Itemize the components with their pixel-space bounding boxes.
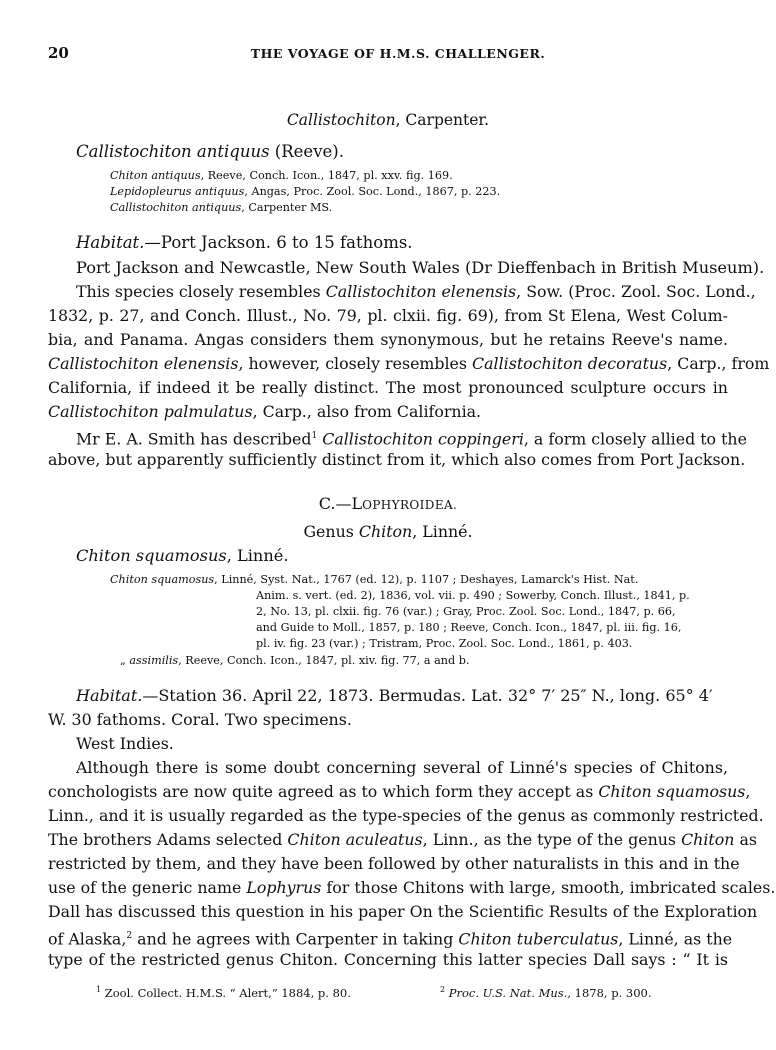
taxon-name: Callistochiton elenensis — [325, 282, 517, 301]
page-number: 20 — [48, 44, 69, 62]
text-run: conchologists are now quite agreed as to which form they accept as — [48, 782, 599, 801]
genus-name: Chiton — [358, 522, 413, 541]
section-heading — [0, 494, 776, 515]
paragraph-line — [48, 926, 733, 949]
paragraph-line — [76, 426, 747, 449]
genus-heading — [0, 522, 776, 542]
footnote-text: , 1878, p. 300. — [567, 985, 652, 1000]
habitat-label: Habitat. — [76, 686, 143, 705]
text-run: , a form closely allied to the — [523, 429, 747, 449]
locality-line: Port Jackson and Newcastle, New South Wales (Dr Dieffenbach in British Museum). — [76, 258, 765, 277]
synonymy-line — [110, 200, 332, 215]
species-heading — [76, 546, 289, 566]
paragraph-line — [76, 282, 756, 302]
synonym-ref: , Reeve, Conch. Icon., 1847, pl. xxv. fig. 169. — [200, 169, 453, 182]
habitat-label: Habitat. — [76, 233, 145, 252]
habitat-line — [76, 233, 413, 253]
paragraph-line: Although there is some doubt concerning several of Linné's species of Chitons, — [76, 758, 728, 777]
paragraph-line — [48, 878, 776, 898]
synonym-ref: , Linné, Syst. Nat., 1767 (ed. 12), p. 1107 ; Deshayes, Lamarck's Hist. Nat. — [214, 573, 639, 586]
species-name: Chiton squamosus — [76, 546, 227, 565]
genus-heading — [0, 110, 776, 130]
paragraph-line: type of the restricted genus Chiton. Concerning this latter species Dall says : “ It is — [48, 950, 728, 969]
synonymy-line: 2, No. 13, pl. clxii. fig. 76 (var.) ; Gray, Proc. Zool. Soc. Lond., 1847, p. 66, — [256, 605, 676, 618]
text-run: , Sow. (Proc. Zool. Soc. Lond., — [516, 282, 756, 301]
paragraph-line — [48, 830, 757, 850]
synonym-ref: , Carpenter MS. — [241, 201, 333, 214]
footnote-mark: 1 — [96, 985, 102, 994]
paragraph-line: above, but apparently sufficiently distinct from it, which also comes from Port Jackson. — [48, 450, 746, 469]
genus-name: Callistochiton — [286, 111, 396, 129]
paragraph-line: California, if indeed it be really distinct. The most pronounced sculpture occurs in — [48, 378, 728, 397]
habitat-text: —Port Jackson. 6 to 15 fathoms. — [144, 233, 413, 252]
footnote-marker: 1 — [311, 431, 318, 441]
synonymy-line: and Guide to Moll., 1857, p. 180 ; Reeve, Conch. Icon., 1847, pl. iii. fig. 16, — [256, 621, 682, 634]
habitat-line: W. 30 fathoms. Coral. Two specimens. — [48, 710, 352, 729]
paragraph-line: bia, and Panama. Angas considers them synonymous, but he retains Reeve's name. — [48, 330, 728, 349]
text-run: as — [734, 830, 757, 849]
taxon-name: Chiton — [681, 830, 735, 849]
synonymy-line: pl. iv. fig. 23 (var.) ; Tristram, Proc. Zool. Soc. Lond., 1861, p. 403. — [256, 637, 633, 650]
paragraph-line: conchologists are now quite agreed as to which form they accept as Chiton squamosus, — [48, 782, 751, 801]
text-run: , Linné, as the — [618, 929, 733, 949]
footnote-text: Zool. Collect. H.M.S. “ Alert,” 1884, p. 80. — [101, 985, 351, 1000]
paragraph-line — [48, 402, 481, 422]
taxon-name: Callistochiton elenensis — [48, 354, 239, 373]
text-run: , Linn., as the type of the genus — [422, 830, 682, 849]
section-initial: L — [351, 494, 363, 513]
synonym-name: Lepidopleurus antiquus — [110, 185, 245, 198]
footnote-mark: 2 — [440, 985, 446, 994]
genus-label: Genus — [303, 522, 359, 541]
species-name: Callistochiton antiquus — [76, 142, 270, 161]
taxon-name: Callistochiton coppingeri — [322, 429, 524, 449]
taxon-name: Chiton squamosus — [598, 782, 746, 801]
running-title: THE VOYAGE OF H.M.S. CHALLENGER. — [250, 46, 546, 61]
text-run: , Carp., also from California. — [252, 402, 482, 421]
paragraph-line — [48, 354, 770, 374]
text-run: The brothers Adams selected — [48, 830, 288, 849]
species-heading — [76, 142, 344, 162]
paragraph-line: Linn., and it is usually regarded as the type-species of the genus as commonly restricted. — [48, 806, 764, 825]
taxon-name: Callistochiton palmulatus — [48, 402, 253, 421]
synonym-ref: , Angas, Proc. Zool. Soc. Lond., 1867, p. 223. — [244, 185, 501, 198]
page-header — [48, 44, 748, 66]
paragraph-line: restricted by them, and they have been followed by other naturalists in this and in the — [48, 854, 740, 873]
locality-line: West Indies. — [76, 734, 174, 753]
taxon-name: Lophyrus — [246, 878, 322, 897]
genus-author: , Linné. — [412, 522, 473, 541]
synonym-name: Chiton squamosus — [110, 573, 215, 586]
synonymy-line: Anim. s. vert. (ed. 2), 1836, vol. vii. p. 490 ; Sowerby, Conch. Illust., 1841, p. — [256, 589, 690, 602]
section-name: OPHYROIDEA. — [362, 498, 458, 512]
species-author: , Linné. — [226, 546, 289, 565]
text-run: Mr E. A. Smith has described — [76, 429, 312, 449]
text-run: This species closely resembles — [76, 282, 326, 301]
paragraph-line: Dall has discussed this question in his paper On the Scientific Results of the Exploration — [48, 902, 758, 921]
habitat-line — [76, 686, 713, 706]
taxon-name: Chiton tuberculatus — [458, 929, 619, 949]
synonym-ref: , Reeve, Conch. Icon., 1847, pl. xiv. fig. 77, a and b. — [178, 654, 470, 667]
genus-author: , Carpenter. — [395, 111, 490, 129]
footnote-marker: 2 — [126, 931, 133, 941]
habitat-text: —Station 36. April 22, 1873. Bermudas. Lat. 32° 7′ 25″ N., long. 65° 4′ — [142, 686, 713, 705]
text-run: use of the generic name — [48, 878, 247, 897]
footnote-journal: Proc. U.S. Nat. Mus. — [448, 985, 568, 1000]
synonym-name: Callistochiton antiquus — [110, 201, 242, 214]
synonym-name: assimilis — [129, 654, 179, 667]
text-run: of Alaska, — [48, 929, 127, 949]
synonym-name: Chiton antiquus — [110, 169, 201, 182]
taxon-name: Chiton aculeatus — [287, 830, 423, 849]
footnote-1 — [96, 982, 351, 1001]
footnote-2 — [440, 982, 652, 1001]
section-letter: C.— — [318, 494, 352, 513]
text-run: , however, closely resembles — [238, 354, 473, 373]
text-run: and he agrees with Carpenter in taking — [132, 929, 459, 949]
synonymy-line — [110, 184, 500, 199]
synonymy-line — [110, 572, 638, 587]
paragraph-line: 1832, p. 27, and Conch. Illust., No. 79, pl. clxii. fig. 69), from St Elena, West Colum- — [48, 306, 728, 325]
text-run: for those Chitons with large, smooth, imbricated scales. — [321, 878, 776, 897]
text-run: , Carp., from — [667, 354, 770, 373]
ditto-mark: „ — [120, 654, 130, 667]
synonymy-line — [120, 653, 469, 668]
taxon-name: Callistochiton decoratus — [472, 354, 668, 373]
synonymy-line — [110, 168, 453, 183]
species-author: (Reeve). — [269, 142, 344, 161]
